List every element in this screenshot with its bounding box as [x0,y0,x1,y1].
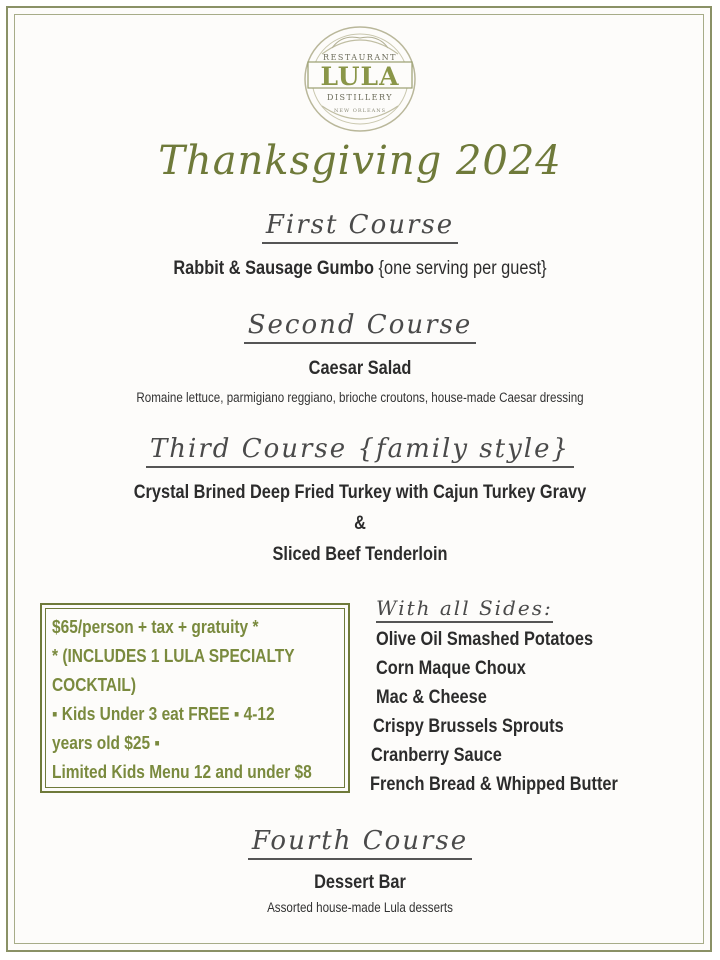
pricing-line: $65/person + tax + gratuity * [52,617,259,637]
fourth-course-description: Assorted house-made Lula desserts [267,900,453,915]
logo-location-text: NEW ORLEANS [334,108,386,114]
side-item: Corn Maque Choux [376,658,526,679]
third-course-dish-1: Crystal Brined Deep Fried Turkey with Cajun Turkey Gravy [133,482,587,503]
pricing-line: * (INCLUDES 1 LULA SPECIALTY [52,646,295,666]
third-course-connector: & [354,513,366,534]
fourth-course-dish: Dessert Bar [314,872,406,893]
third-course-dish-2: Sliced Beef Tenderloin [272,544,448,565]
sides-heading-text: With all Sides: [376,596,553,623]
side-item: Olive Oil Smashed Potatoes [376,629,594,650]
side-item: Crispy Brussels Sprouts [373,716,564,737]
logo-name: LULA [320,62,400,91]
pricing-box [40,603,350,793]
pricing-line: years old $25 ▪ [52,733,160,753]
first-course-heading [0,210,720,244]
pricing-line: Limited Kids Menu 12 and under $8 [52,762,312,782]
third-course-heading-text: Third Course {family style} [146,434,574,468]
first-course-dish-line [50,258,669,280]
second-course-heading [0,310,720,344]
pricing-text [52,613,310,787]
lula-logo [302,24,418,134]
side-item: Cranberry Sauce [371,745,502,766]
side-item: French Bread & Whipped Butter [370,774,618,795]
second-course-dish: Caesar Salad [308,358,412,379]
pricing-line: ▪ Kids Under 3 eat FREE ▪ 4-12 [52,704,275,724]
side-item: Mac & Cheese [376,687,487,708]
second-course-description: Romaine lettuce, parmigiano reggiano, brioche croutons, house-made Caesar dressing [136,390,584,405]
first-course-heading-text: First Course [262,210,458,244]
second-course-heading-text: Second Course [244,310,477,344]
first-course-dish: Rabbit & Sausage Gumbo [173,258,375,279]
third-course-heading [0,434,720,468]
sides-heading [376,596,553,620]
pricing-line: COCKTAIL) [52,675,136,695]
fourth-course-heading-text: Fourth Course [248,826,472,860]
logo-bottom-text: DISTILLERY [326,93,394,102]
menu-title: Thanksgiving 2024 [158,138,562,184]
logo-top-text: RESTAURANT [323,53,397,62]
first-course-note: {one serving per guest} [378,258,547,279]
fourth-course-heading [0,826,720,860]
